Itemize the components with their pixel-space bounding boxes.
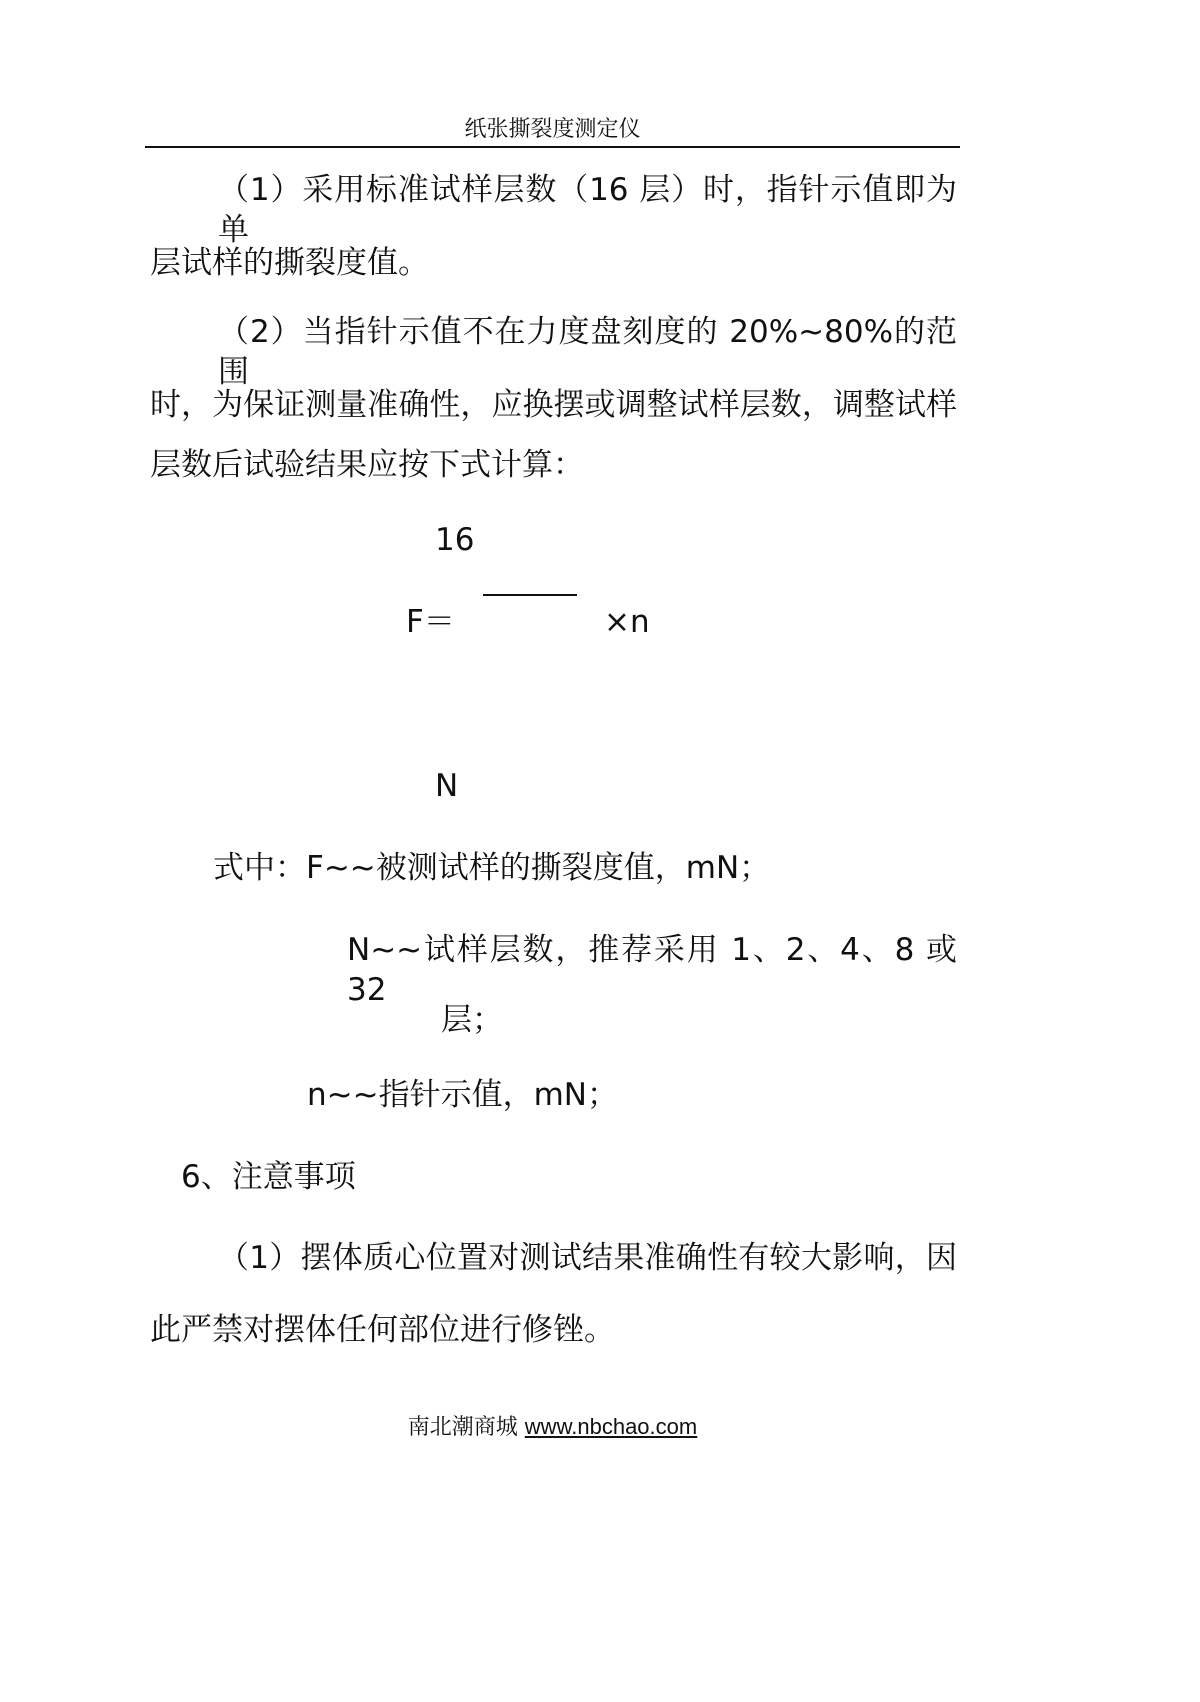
where-line: 层； <box>441 1002 503 1038</box>
page-header-title: 纸张撕裂度测定仪 <box>464 117 641 142</box>
section-heading: 6、注意事项 <box>181 1159 356 1195</box>
formula-rhs: ×n <box>604 604 650 640</box>
footer-link[interactable]: www.nbchao.com <box>524 1414 698 1439</box>
paragraph-line: 此严禁对摆体任何部位进行修锉。 <box>150 1312 615 1348</box>
fraction-bar <box>483 594 577 596</box>
header-rule <box>145 146 960 148</box>
formula-numerator: 16 <box>435 522 475 558</box>
page-footer <box>0 1410 1105 1441</box>
where-line: n~~指针示值，mN； <box>307 1077 618 1113</box>
paragraph-line: 时，为保证测量准确性，应换摆或调整试样层数，调整试样 <box>150 387 957 423</box>
paragraph-line: （1）摆体质心位置对测试结果准确性有较大影响，因 <box>218 1240 957 1276</box>
paragraph-line: 层数后试验结果应按下式计算： <box>150 447 584 483</box>
formula-denominator: N <box>435 768 459 804</box>
formula-lhs: F＝ <box>406 604 455 640</box>
where-line: N~~试样层数，推荐采用 1、2、4、8 或 32 <box>347 932 957 1008</box>
paragraph-line: （2）当指针示值不在力度盘刻度的 20%~80%的范围 <box>218 314 957 390</box>
footer-label: 南北潮商城 <box>407 1415 518 1440</box>
where-line: 式中：F~~被测试样的撕裂度值，mN； <box>213 850 771 886</box>
paragraph-line: （1）采用标准试样层数（16 层）时，指针示值即为单 <box>218 172 957 248</box>
paragraph-line: 层试样的撕裂度值。 <box>150 245 429 281</box>
